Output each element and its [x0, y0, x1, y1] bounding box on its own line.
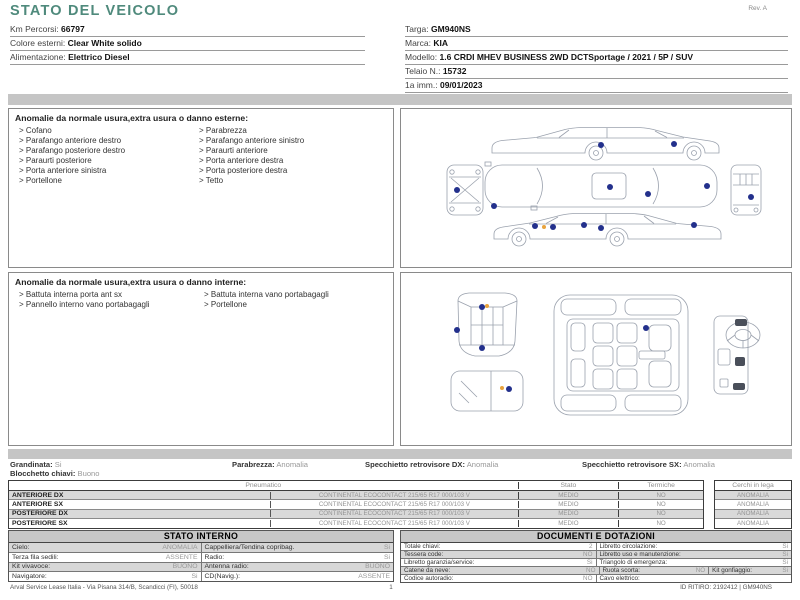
field-value: Si — [586, 559, 593, 566]
info-label: Marca: — [405, 38, 431, 48]
info-label: Km Percorsi: — [10, 24, 59, 34]
field-value: NO — [583, 551, 593, 558]
anomaly-item: > Porta posteriore destra — [199, 166, 288, 175]
info-row — [405, 65, 788, 79]
info-value: 1.6 CRDI MHEV BUSINESS 2WD DCTSportage / 2021 / 5P / SUV — [439, 52, 694, 62]
anomaly-item: > Porta anteriore sinistra — [19, 166, 107, 175]
exterior-diagram-box — [400, 108, 792, 268]
alloy-table — [714, 480, 792, 529]
field-label: Navigatore: — [12, 573, 47, 581]
tire-stato: MEDIO — [519, 492, 620, 499]
damage-dot — [491, 203, 497, 209]
field-value: ANOMALIA — [162, 543, 198, 551]
table-row — [401, 575, 791, 582]
damage-dot — [643, 325, 649, 331]
stato-interno-table — [8, 530, 394, 582]
car-interior-diagram — [401, 273, 791, 445]
damage-dot — [550, 224, 556, 230]
footer-page-number: 1 — [389, 584, 393, 591]
damage-dot — [454, 327, 460, 333]
summary-item-specchietto-sx: Specchietto retrovisore SX: Anomalia — [582, 460, 715, 469]
separator-bar — [8, 94, 792, 105]
field-value: Si — [782, 567, 788, 574]
alloy-value: ANOMALIA — [737, 519, 769, 527]
tire-row — [9, 519, 703, 527]
damage-dot — [748, 194, 754, 200]
anomaly-item: > Parafango anteriore sinistro — [199, 136, 305, 145]
field-label: Triangolo di emergenza: — [599, 559, 668, 566]
alloy-row — [715, 500, 791, 509]
interior-diagram-box — [400, 272, 792, 446]
info-value: Clear White solido — [67, 38, 142, 48]
info-label: 1a imm.: — [405, 80, 438, 90]
anomaly-item: > Portellone — [204, 300, 247, 309]
damage-dot — [691, 222, 697, 228]
anomaly-item: > Parafango posteriore destro — [19, 146, 126, 155]
alloy-value: ANOMALIA — [737, 510, 769, 518]
field-value: 2 — [588, 543, 593, 550]
field-label: Terza fila sedili: — [12, 553, 59, 561]
field-value: Si — [383, 553, 390, 561]
tire-row — [9, 510, 703, 519]
info-label: Colore esterni: — [10, 38, 66, 48]
info-row — [10, 23, 365, 37]
damage-dot — [506, 386, 512, 392]
tire-stato: MEDIO — [519, 501, 620, 508]
tire-position: ANTERIORE DX — [9, 492, 271, 499]
anomaly-item: > Cofano — [19, 126, 52, 135]
field-label: Catene da neve: — [404, 567, 451, 574]
damage-dot — [671, 141, 677, 147]
field-value: BUONO — [172, 563, 198, 571]
table-title: DOCUMENTI E DOTAZIONI — [401, 531, 791, 543]
field-label: Cappelliera/Tendina copribag. — [204, 543, 295, 551]
tire-row — [9, 491, 703, 500]
tire-position: POSTERIORE DX — [9, 510, 271, 517]
field-label: Kit gonfiaggio: — [712, 567, 753, 574]
section-title: Anomalie da normale usura,extra usura o danno esterne: — [15, 113, 249, 123]
field-label: Codice autoradio: — [404, 575, 454, 582]
anomaly-item: > Porta anteriore destra — [199, 156, 284, 165]
field-value: ASSENTE — [165, 553, 198, 561]
field-value: NO — [695, 567, 706, 574]
footer-company: Arval Service Lease Italia - Via Pisana 314/B, Scandicci (FI), 50018 — [10, 584, 198, 591]
alloy-row — [715, 510, 791, 519]
anomaly-item: > Paraurti posteriore — [19, 156, 92, 165]
damage-dot — [704, 183, 710, 189]
table-row — [9, 553, 393, 563]
col-header-pneumatico: Pneumatico — [9, 482, 519, 489]
alloy-table-header — [715, 481, 791, 491]
section-title: Anomalie da normale usura,extra usura o danno interne: — [15, 277, 247, 287]
tire-description: CONTINENTAL ECOCONTACT 215/65 R17 000/103 V — [271, 501, 518, 508]
info-row — [405, 79, 788, 93]
tire-stato: MEDIO — [519, 510, 620, 517]
field-value: Si — [782, 559, 788, 566]
dashboard-view — [714, 316, 760, 394]
field-label: Antenna radio: — [204, 563, 249, 571]
field-value: NO — [583, 575, 593, 582]
hatch-view — [451, 371, 523, 411]
field-label: Kit vivavoce: — [12, 563, 51, 571]
car-exterior-diagram — [401, 109, 791, 267]
field-label: Libretto uso e manutenzione: — [599, 551, 681, 558]
damage-dot — [607, 184, 613, 190]
anomaly-item: > Parafango anteriore destro — [19, 136, 122, 145]
tire-termiche: NO — [656, 519, 666, 527]
damage-dot — [645, 191, 651, 197]
info-label: Alimentazione: — [10, 52, 66, 62]
damage-dot — [479, 345, 485, 351]
tire-row — [9, 500, 703, 509]
info-label: Telaio N.: — [405, 66, 441, 76]
damage-dot — [479, 304, 485, 310]
table-row — [401, 543, 791, 551]
info-value: 09/01/2023 — [439, 80, 483, 90]
car-plan-view — [485, 162, 717, 210]
field-label: Cielo: — [12, 543, 30, 551]
table-row — [401, 559, 791, 567]
info-value: GM940NS — [431, 24, 471, 34]
field-label: CD(Navig.): — [204, 573, 240, 581]
tire-position: ANTERIORE SX — [9, 501, 271, 508]
alloy-value: ANOMALIA — [737, 491, 769, 499]
anomaly-column — [204, 290, 344, 310]
car-rear-view — [731, 165, 761, 215]
field-value: Si — [191, 573, 198, 581]
info-value: 66797 — [61, 24, 85, 34]
damage-dot — [598, 225, 604, 231]
revision-label: Rev. A — [748, 5, 767, 12]
damage-dot-orange — [485, 304, 489, 308]
anomaly-column — [199, 126, 379, 186]
info-row — [405, 51, 788, 65]
field-label: Radio: — [204, 553, 225, 561]
info-value: Elettrico Diesel — [68, 52, 130, 62]
anomaly-item: > Tetto — [199, 176, 224, 185]
alloy-value: ANOMALIA — [737, 501, 769, 509]
anomaly-column — [19, 290, 159, 310]
tire-termiche: NO — [656, 510, 666, 518]
info-row — [405, 37, 788, 51]
field-value: Si — [782, 551, 788, 558]
vehicle-info-left — [10, 23, 365, 65]
col-header-termiche: Termiche — [647, 482, 675, 489]
tire-description: CONTINENTAL ECOCONTACT 215/65 R17 000/103 V — [271, 520, 518, 527]
anomaly-item: > Pannello interno vano portabagagli — [19, 300, 150, 309]
info-label: Targa: — [405, 24, 429, 34]
summary-item-grandinata: Grandinata: Si — [10, 460, 62, 469]
anomaly-list — [9, 126, 393, 186]
tire-position: POSTERIORE SX — [9, 520, 271, 527]
damage-dot-orange — [500, 386, 504, 390]
tire-table-header — [9, 481, 703, 491]
cabin-view — [554, 295, 688, 415]
info-row — [10, 37, 365, 51]
tire-termiche: NO — [656, 501, 666, 509]
table-row — [9, 572, 393, 581]
table-row — [9, 543, 393, 553]
anomaly-item: > Parabrezza — [199, 126, 247, 135]
field-label: Totale chiavi: — [404, 543, 441, 550]
car-front-view — [447, 165, 483, 215]
damage-dot — [598, 142, 604, 148]
anomaly-list — [9, 290, 393, 310]
tire-description: CONTINENTAL ECOCONTACT 215/65 R17 000/103 V — [271, 510, 518, 517]
col-header-stato: Stato — [519, 482, 620, 489]
info-value: KIA — [433, 38, 448, 48]
anomaly-item: > Paraurti anteriore — [199, 146, 268, 155]
damage-dot — [532, 223, 538, 229]
field-label: Libretto garanzia/service: — [404, 559, 475, 566]
tire-termiche: NO — [656, 491, 666, 499]
damage-dot — [454, 187, 460, 193]
footer — [10, 584, 790, 591]
anomaly-column — [19, 126, 199, 186]
info-row — [10, 51, 365, 65]
damage-dot — [581, 222, 587, 228]
anomaly-item: > Battuta interna porta ant sx — [19, 290, 122, 299]
anomaly-item: > Battuta interna vano portabagagli — [204, 290, 329, 299]
footer-id: ID RITIRO: 2192412 | GM940NS — [680, 584, 772, 591]
field-label: Tessera code: — [404, 551, 444, 558]
vehicle-info-right — [405, 23, 788, 93]
field-value: BUONO — [365, 563, 390, 571]
separator-bar — [8, 449, 792, 459]
tire-table — [8, 480, 704, 529]
exterior-anomalies-box — [8, 108, 394, 268]
summary-item-specchietto-dx: Specchietto retrovisore DX: Anomalia — [365, 460, 499, 469]
info-label: Modello: — [405, 52, 438, 62]
table-row — [401, 567, 791, 575]
interior-anomalies-box — [8, 272, 394, 446]
table-title: STATO INTERNO — [9, 531, 393, 543]
alloy-row — [715, 519, 791, 527]
field-value: ASSENTE — [358, 573, 390, 581]
summary-item-parabrezza: Parabrezza: Anomalia — [232, 460, 309, 469]
tire-description: CONTINENTAL ECOCONTACT 215/65 R17 000/103 V — [271, 492, 518, 499]
table-row — [401, 551, 791, 559]
anomaly-item: > Portellone — [19, 176, 62, 185]
field-value: Si — [383, 543, 390, 551]
field-label: Cavo elettrico: — [599, 575, 640, 582]
info-value: 15732 — [442, 66, 467, 76]
field-value: Si — [782, 543, 788, 550]
trunk-view — [458, 293, 517, 356]
page-title: STATO DEL VEICOLO — [10, 3, 180, 19]
alloy-row — [715, 491, 791, 500]
col-header-cerchi: Cerchi in lega — [732, 482, 774, 489]
summary-item-blocchetto: Blocchetto chiavi: Buono — [10, 469, 100, 478]
field-label: Libretto circolazione: — [599, 543, 658, 550]
tire-stato: MEDIO — [519, 520, 620, 527]
documenti-table — [400, 530, 792, 583]
field-value: NO — [586, 567, 596, 574]
damage-dot-orange — [542, 225, 546, 229]
info-row — [405, 23, 788, 37]
field-label: Ruota scorta: — [602, 567, 640, 574]
table-row — [9, 563, 393, 573]
